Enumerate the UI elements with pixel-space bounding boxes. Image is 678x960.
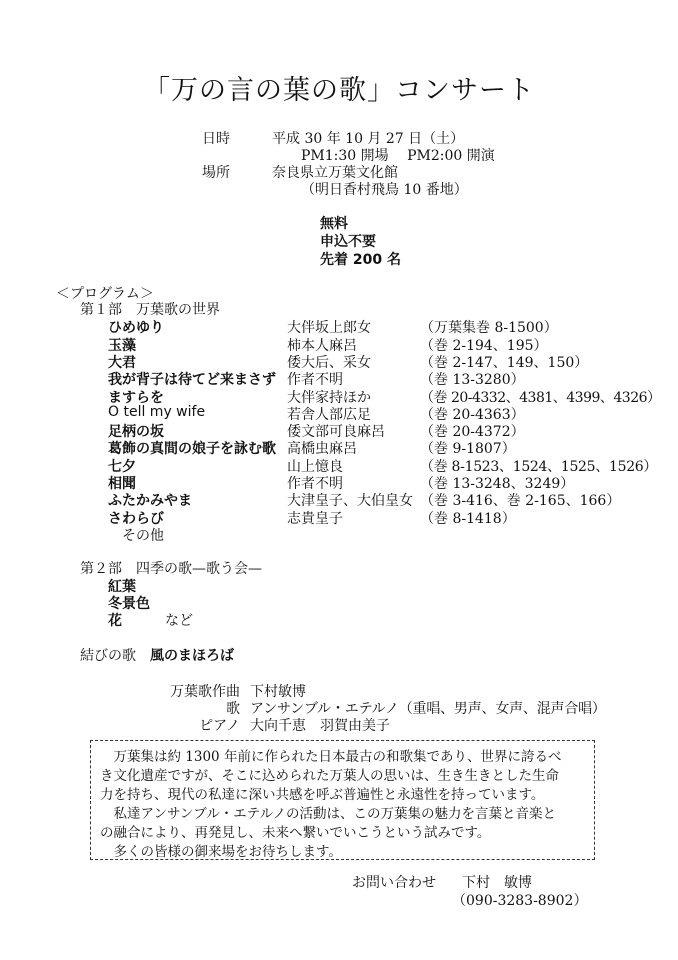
song-author: 若舎人部広足 (287, 407, 371, 423)
song-title: さわらび (108, 511, 164, 527)
song-ref: （巻 20-4372） (420, 424, 525, 440)
song-title: ひめゆり (108, 320, 164, 336)
song-ref: （巻 13-3280） (420, 372, 525, 388)
song-ref: （巻 9-1807） (420, 441, 516, 457)
contact-phone: （090-3283-8902） (452, 893, 588, 909)
song-ref: （万葉集巻 8-1500） (420, 320, 558, 336)
part2-title: 第２部 四季の歌—歌う会— (80, 561, 262, 577)
part1-other: その他 (122, 528, 164, 544)
song-title: 七夕 (108, 459, 136, 475)
song-author: 山上憶良 (287, 459, 343, 475)
program-heading: ＜プログラム＞ (56, 286, 154, 302)
song-author: 大津皇子、大伯皇女 (287, 493, 413, 509)
song-author: 高橋虫麻呂 (287, 441, 357, 457)
credit-name: 下村敏博 (250, 684, 306, 700)
song-title: 相聞 (108, 476, 136, 492)
song-ref: （巻 8-1418） (420, 511, 516, 527)
message-line: 万葉集は約 1300 年前に作られた日本最古の和歌集であり、世界に誇るべ (100, 749, 562, 765)
song-title: 大君 (108, 355, 136, 371)
song-title: 葛飾の真間の娘子を詠む歌 (108, 441, 276, 457)
finale-label: 結びの歌 (80, 648, 136, 664)
part1-title: 第１部 万葉歌の世界 (80, 302, 220, 318)
song-title: 足柄の坂 (108, 424, 164, 440)
song-title: 我が背子は待てど来まさず (108, 372, 276, 388)
message-line: 多くの皆様の御来場をお待ちします。 (100, 844, 342, 860)
message-line: き文化遺産ですが、そこに込められた万葉人の思いは、生き生きとした生命 (100, 768, 559, 784)
song-author: 志貴皇子 (287, 511, 343, 527)
message-line: の融合により、再発見し、未来へ繋いでいこうという試みです。 (100, 825, 491, 841)
message-line: 私達アンサンブル・エテルノの活動は、この万葉集の魅力を言葉と音楽と (100, 806, 557, 822)
song-author: 倭大后、采女 (287, 355, 371, 371)
list-item: 花 (108, 613, 122, 629)
song-author: 大伴家持ほか (287, 390, 371, 406)
credit-role: ピアノ (199, 718, 240, 734)
song-ref: （巻 8-1523、1524、1525、1526） (420, 459, 658, 475)
credit-name: アンサンブル・エテルノ（重唱、男声、女声、混声合唱） (250, 701, 606, 717)
note-no-application: 申込不要 (320, 234, 376, 250)
finale-song: 風のまほろば (150, 648, 234, 664)
song-author: 作者不明 (287, 476, 343, 492)
contact-label: お問い合わせ (352, 875, 436, 891)
page-title: 「万の言の葉の歌」コンサート (143, 75, 535, 106)
song-author: 作者不明 (287, 372, 343, 388)
song-ref: （巻 2-147、149、150） (420, 355, 589, 371)
date-label: 日時 (202, 131, 230, 147)
song-author: 柿本人麻呂 (287, 338, 357, 354)
message-line: 力を持ち、現代の私達に深い共感を呼ぶ普遍性と永遠性を持っています。 (100, 787, 545, 803)
time-value: PM1:30 開場 PM2:00 開演 (301, 148, 495, 164)
song-ref: （巻 2-194、195） (420, 338, 548, 354)
credit-name: 大向千恵 羽賀由美子 (250, 718, 390, 734)
note-capacity: 先着 200 名 (320, 252, 401, 268)
place-address: （明日香村飛鳥 10 番地） (301, 182, 468, 198)
song-ref: （巻 13-3248、3249） (420, 476, 575, 492)
song-title: ふたかみやま (108, 493, 192, 509)
note-free: 無料 (320, 216, 348, 232)
song-ref: （巻 20-4332、4381、4399、4326） (420, 390, 661, 406)
date-value: 平成 30 年 10 月 27 日（土） (272, 131, 465, 147)
credit-role: 万葉歌作曲 (170, 684, 240, 700)
song-author: 大伴坂上郎女 (287, 320, 371, 336)
list-item: 冬景色 (108, 596, 150, 612)
song-author: 倭文部可良麻呂 (287, 424, 385, 440)
song-title: 玉藻 (108, 338, 136, 354)
place-value: 奈良県立万葉文化館 (272, 165, 398, 181)
credit-role: 歌 (226, 701, 240, 717)
song-ref: （巻 3-416、巻 2-165、166） (420, 493, 621, 509)
part2-etc: など (165, 613, 193, 629)
contact-name: 下村 敏博 (462, 875, 532, 891)
place-label: 場所 (202, 165, 230, 181)
list-item: 紅葉 (108, 579, 136, 595)
song-title: ますらを (108, 390, 164, 406)
song-title: O tell my wife (108, 404, 206, 420)
song-ref: （巻 20-4363） (420, 407, 525, 423)
